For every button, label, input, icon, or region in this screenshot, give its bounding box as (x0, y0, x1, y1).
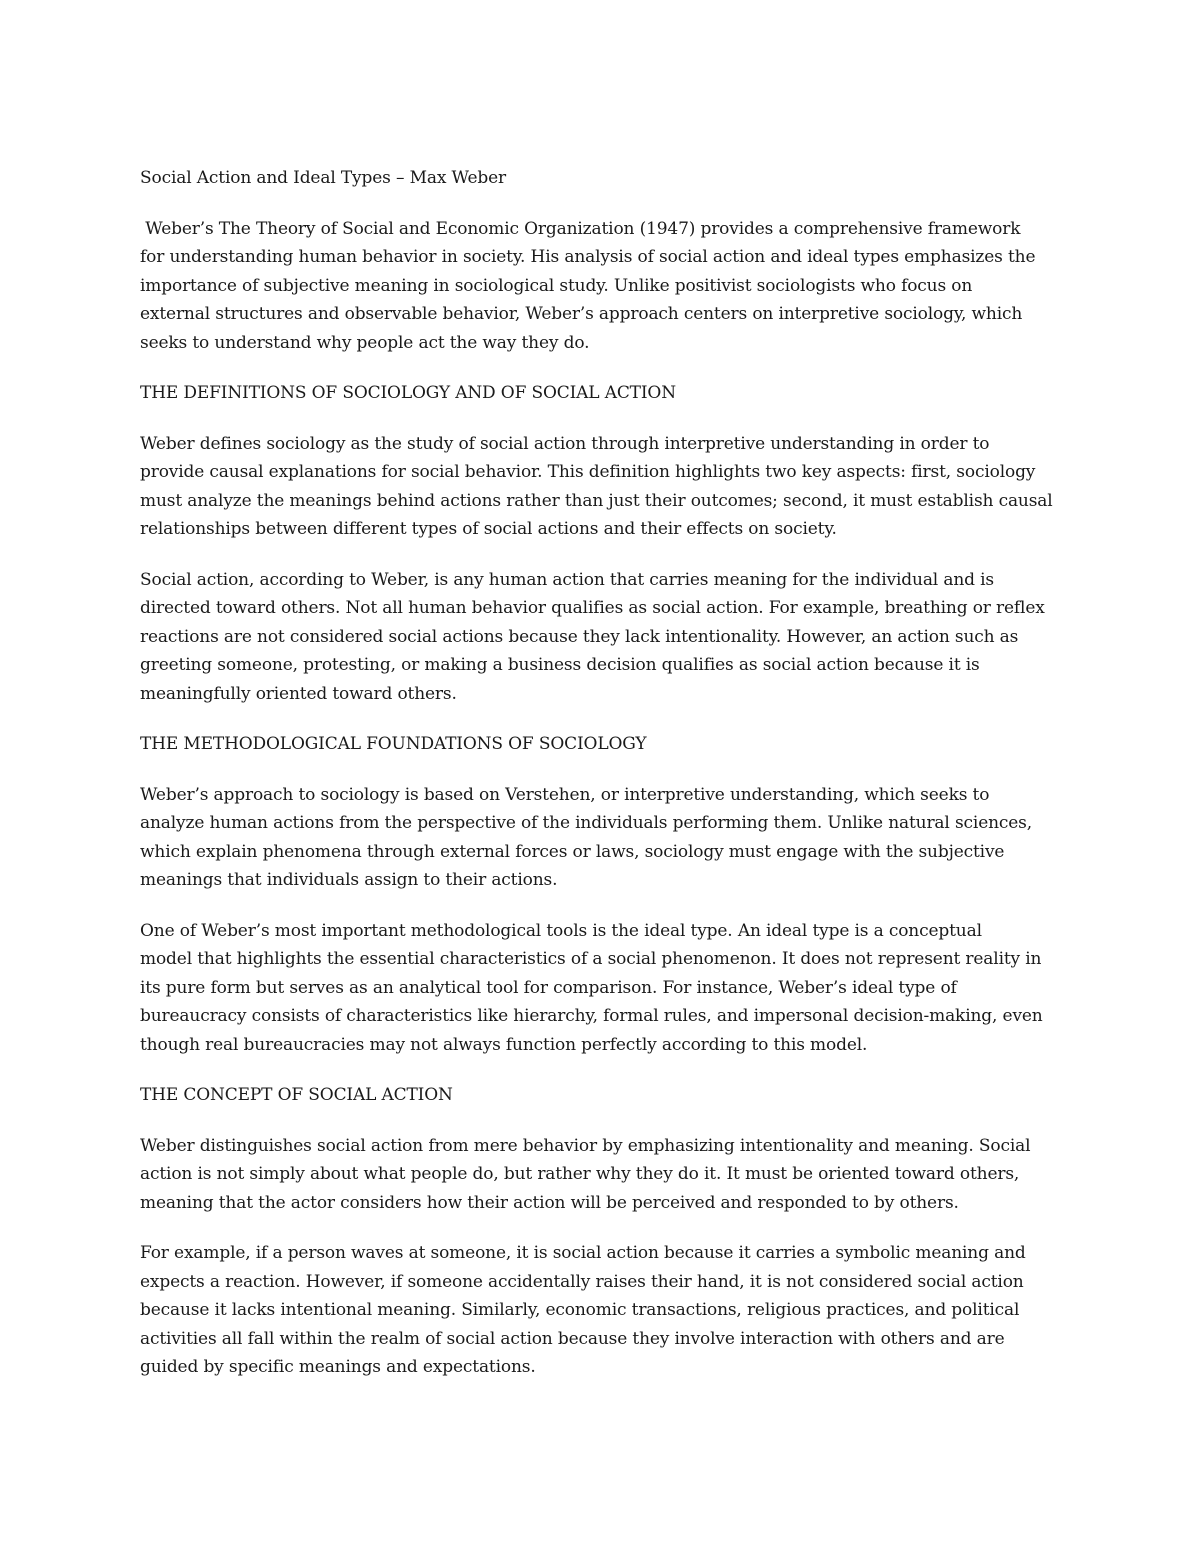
text-line: directed toward others. Not all human behavior qualifies as social action. For example, breathing or reflex (140, 598, 1045, 618)
text-line: for understanding human behavior in society. His analysis of social action and ideal types emphasizes the (140, 247, 1036, 267)
text-line: because it lacks intentional meaning. Similarly, economic transactions, religious practices, and political (140, 1300, 1020, 1320)
text-line: Weber’s The Theory of Social and Economic Organization (1947) provides a comprehensive framework (140, 218, 1021, 239)
text-line: model that highlights the essential characteristics of a social phenomenon. It does not represent reality in (140, 949, 1042, 969)
definitions-paragraph-2 (140, 566, 1060, 709)
text-line: bureaucracy consists of characteristics like hierarchy, formal rules, and impersonal decision-making, even (140, 1006, 1043, 1026)
section-heading-methodological: THE METHODOLOGICAL FOUNDATIONS OF SOCIOLOGY (140, 734, 647, 754)
text-line: Weber defines sociology as the study of social action through interpretive understanding in order to (140, 433, 990, 454)
methodological-paragraph-2 (140, 917, 1060, 1060)
definitions-paragraph-1 (140, 430, 1060, 544)
concept-paragraph-1 (140, 1132, 1060, 1218)
text-line: Weber distinguishes social action from mere behavior by emphasizing intentionality and meaning. Social (140, 1135, 1031, 1156)
text-line: reactions are not considered social actions because they lack intentionality. However, an action such as (140, 626, 1019, 647)
text-line: importance of subjective meaning in sociological study. Unlike positivist sociologists who focus on (140, 275, 973, 296)
intro-paragraph (140, 215, 1060, 358)
text-line: greeting someone, protesting, or making a business decision qualifies as social action because it is (140, 655, 980, 675)
text-line: meaningfully oriented toward others. (140, 683, 457, 704)
text-line: Weber’s approach to sociology is based on Verstehen, or interpretive understanding, which seeks to (140, 784, 990, 805)
text-line: relationships between different types of social actions and their effects on society. (140, 519, 837, 539)
document-title: Social Action and Ideal Types – Max Weber (140, 168, 506, 188)
text-line: its pure form but serves as an analytical tool for comparison. For instance, Weber’s ideal type of (140, 977, 957, 998)
document-page (140, 164, 1060, 1404)
text-line: guided by specific meanings and expectations. (140, 1357, 536, 1377)
section-heading-concept: THE CONCEPT OF SOCIAL ACTION (140, 1085, 453, 1105)
text-line: expects a reaction. However, if someone accidentally raises their hand, it is not considered social action (140, 1271, 1024, 1292)
text-line: activities all fall within the realm of social action because they involve interaction with others and are (140, 1328, 1005, 1349)
text-line: For example, if a person waves at someone, it is social action because it carries a symbolic meaning and (140, 1243, 1026, 1263)
methodological-paragraph-1 (140, 781, 1060, 895)
text-line: though real bureaucracies may not always function perfectly according to this model. (140, 1034, 868, 1055)
text-line: must analyze the meanings behind actions rather than just their outcomes; second, it must establish causal (140, 490, 1053, 511)
text-line: action is not simply about what people do, but rather why they do it. It must be oriented toward others, (140, 1164, 1020, 1184)
text-line: analyze human actions from the perspective of the individuals performing them. Unlike natural sciences, (140, 813, 1033, 833)
text-line: Social action, according to Weber, is any human action that carries meaning for the individual and is (140, 569, 994, 590)
text-line: which explain phenomena through external forces or laws, sociology must engage with the subjective (140, 841, 1005, 862)
text-line: meaning that the actor considers how their action will be perceived and responded to by others. (140, 1192, 959, 1213)
text-line: seeks to understand why people act the way they do. (140, 332, 590, 353)
concept-paragraph-2 (140, 1239, 1060, 1382)
text-line: external structures and observable behavior, Weber’s approach centers on interpretive sociology, which (140, 304, 1023, 324)
text-line: One of Weber’s most important methodological tools is the ideal type. An ideal type is a conceptual (140, 920, 982, 941)
text-line: provide causal explanations for social behavior. This definition highlights two key aspects: first, sociology (140, 462, 1036, 482)
text-line: meanings that individuals assign to their actions. (140, 870, 558, 890)
section-heading-definitions: THE DEFINITIONS OF SOCIOLOGY AND OF SOCIAL ACTION (140, 383, 676, 403)
